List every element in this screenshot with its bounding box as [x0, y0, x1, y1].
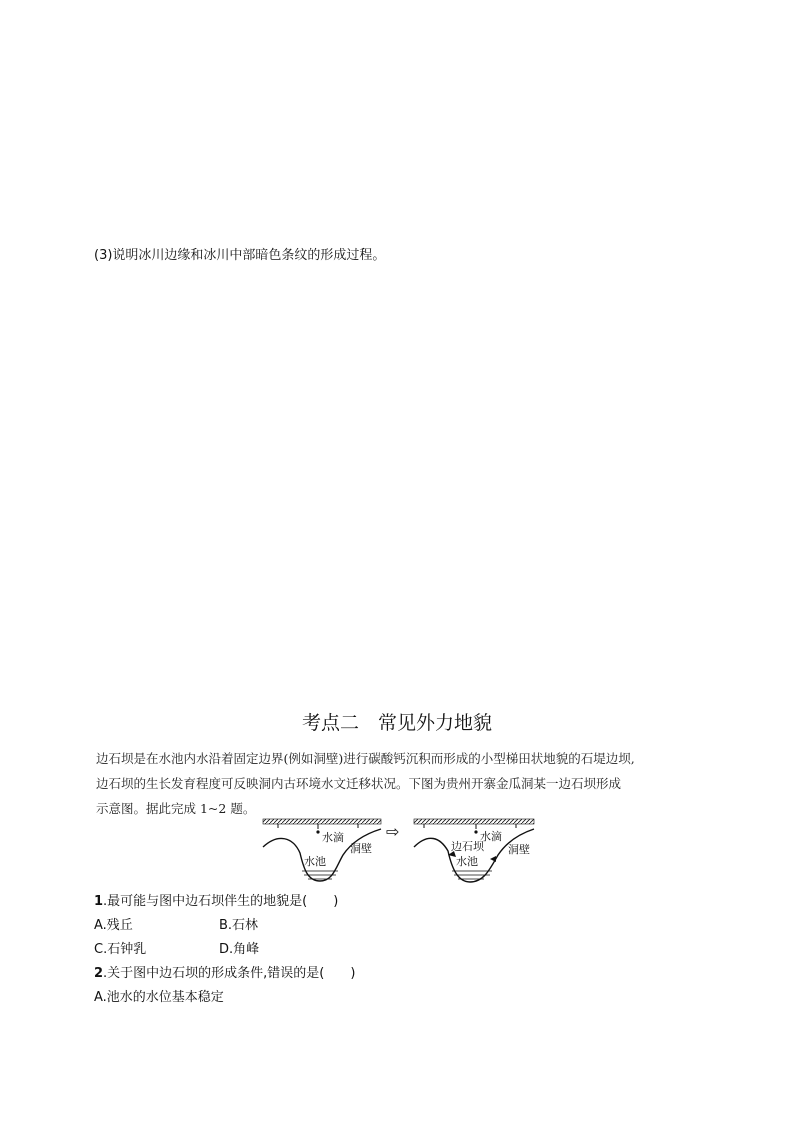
question-1-options-row-1: [94, 914, 355, 938]
left-drip-label: 水滴: [322, 831, 344, 844]
question-1-options-row-2: [94, 938, 355, 962]
intro-paragraph: [96, 746, 706, 821]
question-2-text: .关于图中边石坝的形成条件,错误的是( ): [103, 966, 356, 981]
intro-line-3: 示意图。据此完成 1~2 题。: [96, 801, 256, 816]
diagram-left-panel: [263, 819, 381, 881]
option-c: C.石钟乳: [94, 942, 147, 957]
question-3-text: (3)说明冰川边缘和冰川中部暗色条纹的形成过程。: [94, 248, 386, 263]
question-1: [94, 890, 355, 914]
question-2-number: 2: [94, 966, 104, 981]
transition-arrow: ⇨: [386, 822, 400, 841]
intro-line-1: 边石坝是在水池内水沿着固定边界(例如洞壁)进行碳酸钙沉积而形成的小型梯田状地貌的石堤边坝,: [96, 751, 635, 766]
left-pool-label: 水池: [304, 855, 326, 868]
right-pool-label: 水池: [456, 855, 478, 868]
option-b: B.石林: [219, 918, 259, 933]
section-title: 考点二 常见外力地貌: [301, 712, 492, 734]
option-a: A.残丘: [94, 918, 133, 933]
left-wall-label: 洞壁: [350, 842, 372, 855]
question-list: [94, 890, 355, 1010]
question-2: [94, 962, 355, 986]
right-drip-label: 水滴: [480, 830, 502, 843]
question-1-text: .最可能与图中边石坝伴生的地貌是( ): [103, 894, 339, 909]
intro-line-2: 边石坝的生长发育程度可反映洞内古环境水文迁移状况。下图为贵州开寨金瓜洞某一边石坝形成: [96, 776, 622, 791]
diagram-right-panel: [414, 819, 534, 882]
option-d: D.角峰: [219, 942, 260, 957]
question-2-options-row-1: [94, 986, 355, 1010]
right-wall-label: 洞壁: [508, 843, 530, 856]
option-a: A.池水的水位基本稳定: [94, 990, 224, 1005]
question-1-number: 1: [94, 894, 104, 909]
right-dam-label: 边石坝: [451, 840, 484, 853]
stone-dam-diagram: [258, 815, 538, 890]
